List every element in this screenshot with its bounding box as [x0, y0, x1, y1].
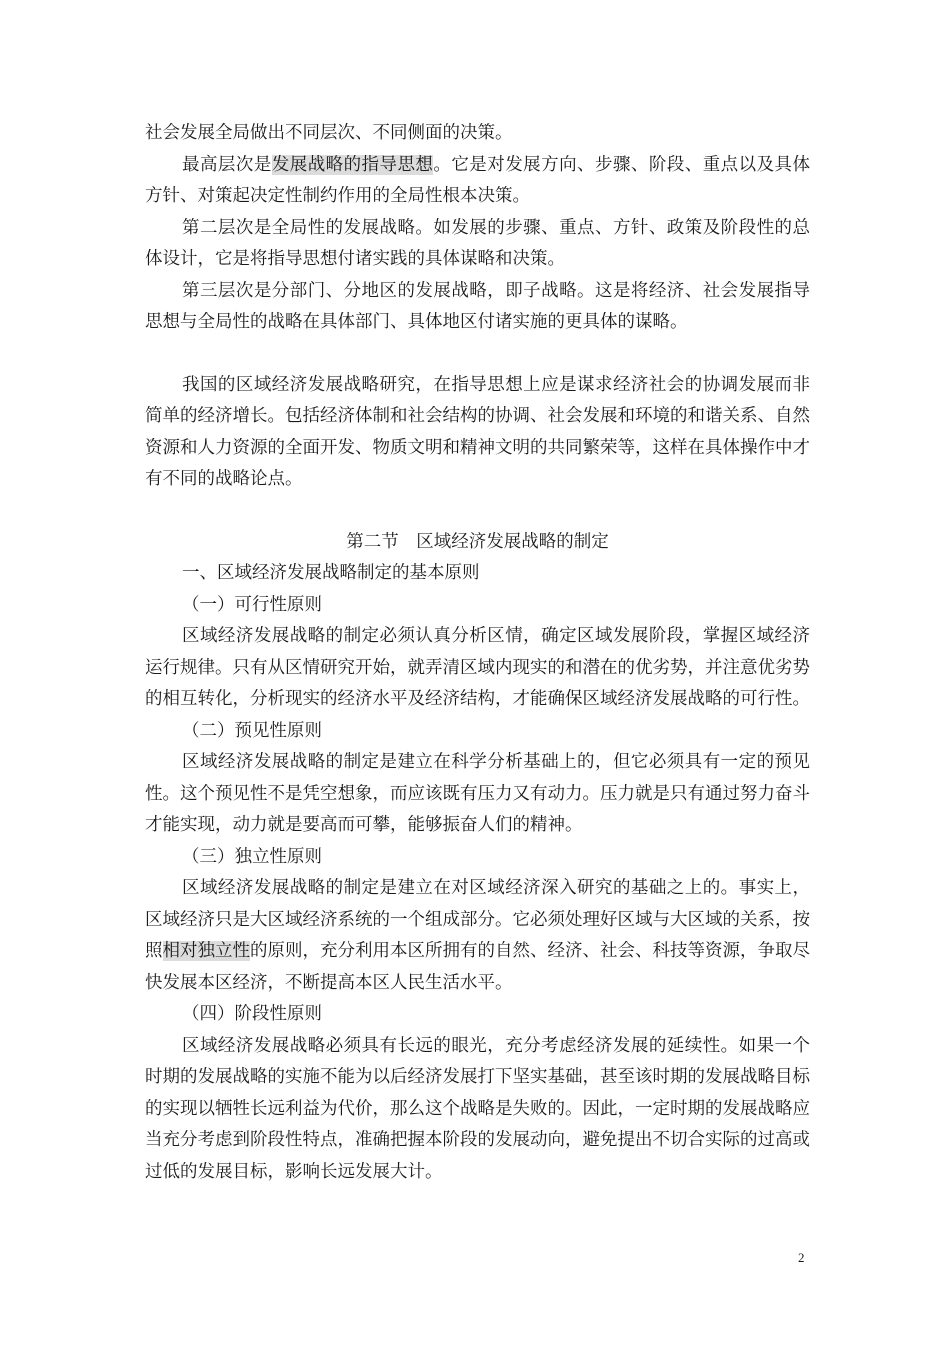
spacer [145, 496, 810, 527]
highlighted-term-relative-independence: 相对独立性 [162, 941, 250, 961]
paragraph-independence-rest: 的原则，充分利用本区所拥有的自然、经济、社会、科技等资源，争取尽快发展本区经济，不断提高本区人民生活水平。 [145, 941, 810, 993]
paragraph-2 [145, 150, 810, 213]
page-content [145, 118, 810, 1188]
section-title: 第二节 区域经济发展战略的制定 [346, 531, 609, 552]
paragraph-2-rest: 。它是对发展方向、步骤、阶段、重点以及具体方针、对策起决定性制约作用的全局性根本决策。 [145, 154, 811, 206]
subheading-foresight: （二）预见性原则 [182, 720, 322, 741]
spacer [145, 339, 810, 370]
paragraph-2-lead: 最高层次是 [182, 154, 272, 175]
paragraph-3: 第二层次是全局性的发展战略。如发展的步骤、重点、方针、政策及阶段性的总体设计，它是将指导思想付诸实践的具体谋略和决策。 [145, 217, 810, 269]
paragraph-stage: 区域经济发展战略必须具有长远的眼光，充分考虑经济发展的延续性。如果一个时期的发展战略的实施不能为以后经济发展打下坚实基础，甚至该时期的发展战略目标的实现以牺牲长远利益为代价，那么这个战略是失败的。因此，一定时期的发展战略应当充分考虑到阶段性特点，准确把握本阶段的发展动向，避免提出不切合实际的过高或过低的发展目标，影响长远发展大计。 [145, 1035, 810, 1182]
paragraph-foresight: 区域经济发展战略的制定是建立在科学分析基础上的，但它必须具有一定的预见性。这个预见性不是凭空想象，而应该既有压力又有动力。压力就是只有通过努力奋斗才能实现，动力就是要高而可攀，能够振奋人们的精神。 [145, 752, 810, 835]
paragraph-independence [145, 873, 810, 999]
paragraph-5: 我国的区域经济发展战略研究，在指导思想上应是谋求经济社会的协调发展而非简单的经济增长。包括经济体制和社会结构的协调、社会发展和环境的和谐关系、自然资源和人力资源的全面开发、物质文明和精神文明的共同繁荣等，这样在具体操作中才有不同的战略论点。 [145, 374, 810, 489]
paragraph-independence-lead: 区域经济发展战略的制定是建立在对区域经济深入研究的基础之上的。事实上，区域经济只是大区域经济系统的一个组成部分。它必须处理好区域与大区域的关系，按照 [145, 878, 810, 961]
heading-principles: 一、区域经济发展战略制定的基本原则 [182, 563, 480, 583]
subheading-feasibility: （一）可行性原则 [182, 594, 322, 615]
subheading-stage: （四）阶段性原则 [182, 1004, 322, 1024]
paragraph-1: 社会发展全局做出不同层次、不同侧面的决策。 [145, 123, 513, 143]
page-number: 2 [798, 1250, 805, 1265]
paragraph-4: 第三层次是分部门、分地区的发展战略，即子战略。这是将经济、社会发展指导思想与全局性的战略在具体部门、具体地区付诸实施的更具体的谋略。 [145, 280, 810, 332]
subheading-independence: （三）独立性原则 [182, 846, 322, 867]
paragraph-feasibility: 区域经济发展战略的制定必须认真分析区情，确定区域发展阶段，掌握区域经济运行规律。只有从区情研究开始，就弄清区域内现实的和潜在的优劣势，并注意优劣势的相互转化，分析现实的经济水平及经济结构，才能确保区域经济发展战略的可行性。 [145, 626, 810, 709]
highlighted-term-guiding-thought: 发展战略的指导思想 [271, 154, 434, 175]
